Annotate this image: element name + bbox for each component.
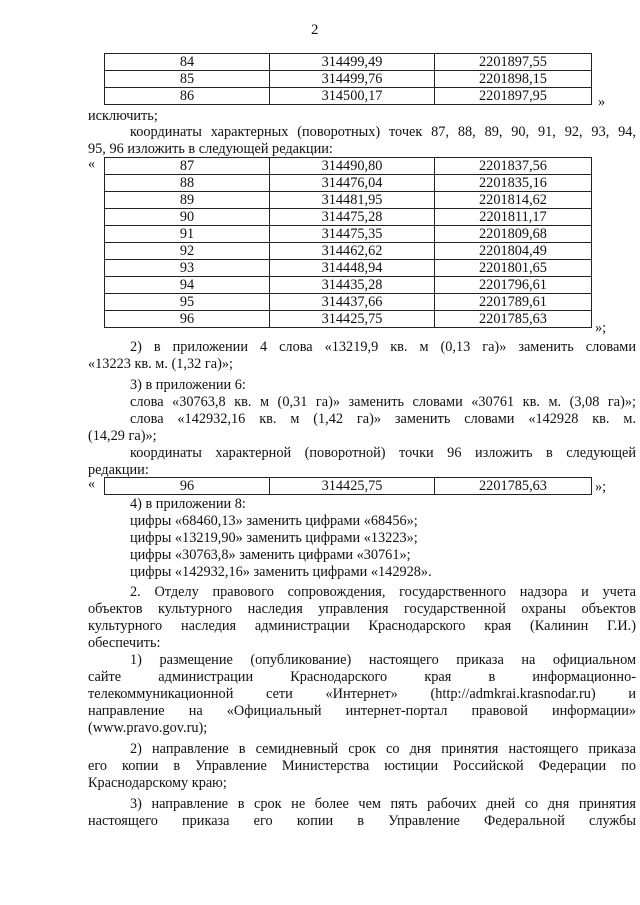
sub2-line: Краснодарскому краю; bbox=[88, 775, 227, 791]
para2-line: 2. Отделу правового сопровождения, государственного надзора и учета bbox=[130, 584, 636, 600]
coord-y: 2201785,63 bbox=[435, 478, 592, 495]
coord-y: 2201804,49 bbox=[435, 243, 592, 260]
sub1-line: направление на «Официальный интернет-портал правовой информации» bbox=[88, 703, 636, 719]
closing-quote: »; bbox=[595, 479, 607, 495]
coord-y: 2201796,61 bbox=[435, 277, 592, 294]
opening-quote: « bbox=[88, 476, 96, 492]
sub2-line: его копии в Управление Министерства юстиции Российской Федерации по bbox=[88, 758, 636, 774]
item4-title: 4) в приложении 8: bbox=[130, 496, 246, 512]
point-number: 87 bbox=[105, 158, 270, 175]
coord-x: 314499,49 bbox=[270, 54, 435, 71]
item4-line: цифры «13219,90» заменить цифрами «13223»; bbox=[130, 530, 418, 546]
coord-x: 314490,80 bbox=[270, 158, 435, 175]
table-row bbox=[105, 71, 592, 88]
sub3-line: 3) направление в срок не более чем пять рабочих дней со дня принятия bbox=[130, 796, 636, 812]
coord-y: 2201811,17 bbox=[435, 209, 592, 226]
coord-y: 2201785,63 bbox=[435, 311, 592, 328]
para2-line: объектов культурного наследия управления государственной охраны объектов bbox=[88, 601, 636, 617]
point-number: 86 bbox=[105, 88, 270, 105]
coord-x: 314499,76 bbox=[270, 71, 435, 88]
coord-y: 2201835,16 bbox=[435, 175, 592, 192]
table-row bbox=[105, 294, 592, 311]
coord-y: 2201814,62 bbox=[435, 192, 592, 209]
point-number: 92 bbox=[105, 243, 270, 260]
point-number: 96 bbox=[105, 311, 270, 328]
exclude-text: исключить; bbox=[88, 108, 158, 124]
para2-line: обеспечить: bbox=[88, 635, 161, 651]
table-row bbox=[105, 54, 592, 71]
coord-x: 314448,94 bbox=[270, 260, 435, 277]
item3-line: координаты характерной (поворотной) точки 96 изложить в следующей bbox=[130, 445, 636, 461]
coord-y: 2201809,68 bbox=[435, 226, 592, 243]
coord-x: 314435,28 bbox=[270, 277, 435, 294]
table-row bbox=[105, 243, 592, 260]
coord-y: 2201789,61 bbox=[435, 294, 592, 311]
table-row bbox=[105, 277, 592, 294]
coord-x: 314462,62 bbox=[270, 243, 435, 260]
sub1-line: сайте администрации Краснодарского края в информационно- bbox=[88, 669, 636, 685]
coord-y: 2201898,15 bbox=[435, 71, 592, 88]
point-number: 96 bbox=[105, 478, 270, 495]
point-number: 94 bbox=[105, 277, 270, 294]
item2-line: «13223 кв. м. (1,32 га)»; bbox=[88, 356, 233, 372]
coordinates-table-main bbox=[104, 157, 592, 328]
point-number: 85 bbox=[105, 71, 270, 88]
coord-x: 314425,75 bbox=[270, 478, 435, 495]
table-row bbox=[105, 478, 592, 495]
item3-line: редакции: bbox=[88, 462, 149, 478]
table-row bbox=[105, 311, 592, 328]
point-number: 84 bbox=[105, 54, 270, 71]
item4-line: цифры «142932,16» заменить цифрами «142928». bbox=[130, 564, 432, 580]
table-row bbox=[105, 192, 592, 209]
coord-y: 2201837,56 bbox=[435, 158, 592, 175]
coord-x: 314476,04 bbox=[270, 175, 435, 192]
point-number: 89 bbox=[105, 192, 270, 209]
sub1-line: (www.pravo.gov.ru); bbox=[88, 720, 208, 736]
coord-x: 314475,28 bbox=[270, 209, 435, 226]
coord-x: 314500,17 bbox=[270, 88, 435, 105]
item3-line: (14,29 га)»; bbox=[88, 428, 157, 444]
item2-line: 2) в приложении 4 слова «13219,9 кв. м (0,13 га)» заменить словами bbox=[130, 339, 636, 355]
coords-intro-line: координаты характерных (поворотных) точек 87, 88, 89, 90, 91, 92, 93, 94, bbox=[130, 124, 636, 140]
point-number: 95 bbox=[105, 294, 270, 311]
coord-x: 314475,35 bbox=[270, 226, 435, 243]
item3-line: слова «30763,8 кв. м (0,31 га)» заменить словами «30761 кв. м. (3,08 га)»; bbox=[130, 394, 636, 410]
opening-quote: « bbox=[88, 156, 96, 172]
sub3-line: настоящего приказа его копии в Управление Федеральной службы bbox=[88, 813, 636, 829]
coord-y: 2201897,95 bbox=[435, 88, 592, 105]
table-row bbox=[105, 88, 592, 105]
sub1-line: телекоммуникационной сети «Интернет» (http://admkrai.krasnodar.ru) и bbox=[88, 686, 636, 702]
coord-x: 314425,75 bbox=[270, 311, 435, 328]
sub2-line: 2) направление в семидневный срок со дня принятия настоящего приказа bbox=[130, 741, 636, 757]
table-row bbox=[105, 175, 592, 192]
table-row bbox=[105, 158, 592, 175]
coordinates-table-top bbox=[104, 53, 592, 105]
item3-title: 3) в приложении 6: bbox=[130, 377, 246, 393]
item4-line: цифры «30763,8» заменить цифрами «30761»; bbox=[130, 547, 411, 563]
closing-quote: » bbox=[598, 94, 606, 110]
item4-line: цифры «68460,13» заменить цифрами «68456»; bbox=[130, 513, 418, 529]
coord-y: 2201801,65 bbox=[435, 260, 592, 277]
coord-y: 2201897,55 bbox=[435, 54, 592, 71]
coordinates-table-single bbox=[104, 477, 592, 495]
point-number: 88 bbox=[105, 175, 270, 192]
page-number: 2 bbox=[311, 22, 319, 38]
para2-line: культурного наследия администрации Краснодарского края (Калинин Г.И.) bbox=[88, 618, 636, 634]
table-row bbox=[105, 209, 592, 226]
point-number: 91 bbox=[105, 226, 270, 243]
closing-quote: »; bbox=[595, 320, 607, 336]
coord-x: 314481,95 bbox=[270, 192, 435, 209]
coords-intro-line: 95, 96 изложить в следующей редакции: bbox=[88, 141, 333, 157]
table-row bbox=[105, 260, 592, 277]
item3-line: слова «142932,16 кв. м (1,42 га)» заменить словами «142928 кв. м. bbox=[130, 411, 636, 427]
sub1-line: 1) размещение (опубликование) настоящего приказа на официальном bbox=[130, 652, 636, 668]
table-row bbox=[105, 226, 592, 243]
point-number: 93 bbox=[105, 260, 270, 277]
point-number: 90 bbox=[105, 209, 270, 226]
coord-x: 314437,66 bbox=[270, 294, 435, 311]
